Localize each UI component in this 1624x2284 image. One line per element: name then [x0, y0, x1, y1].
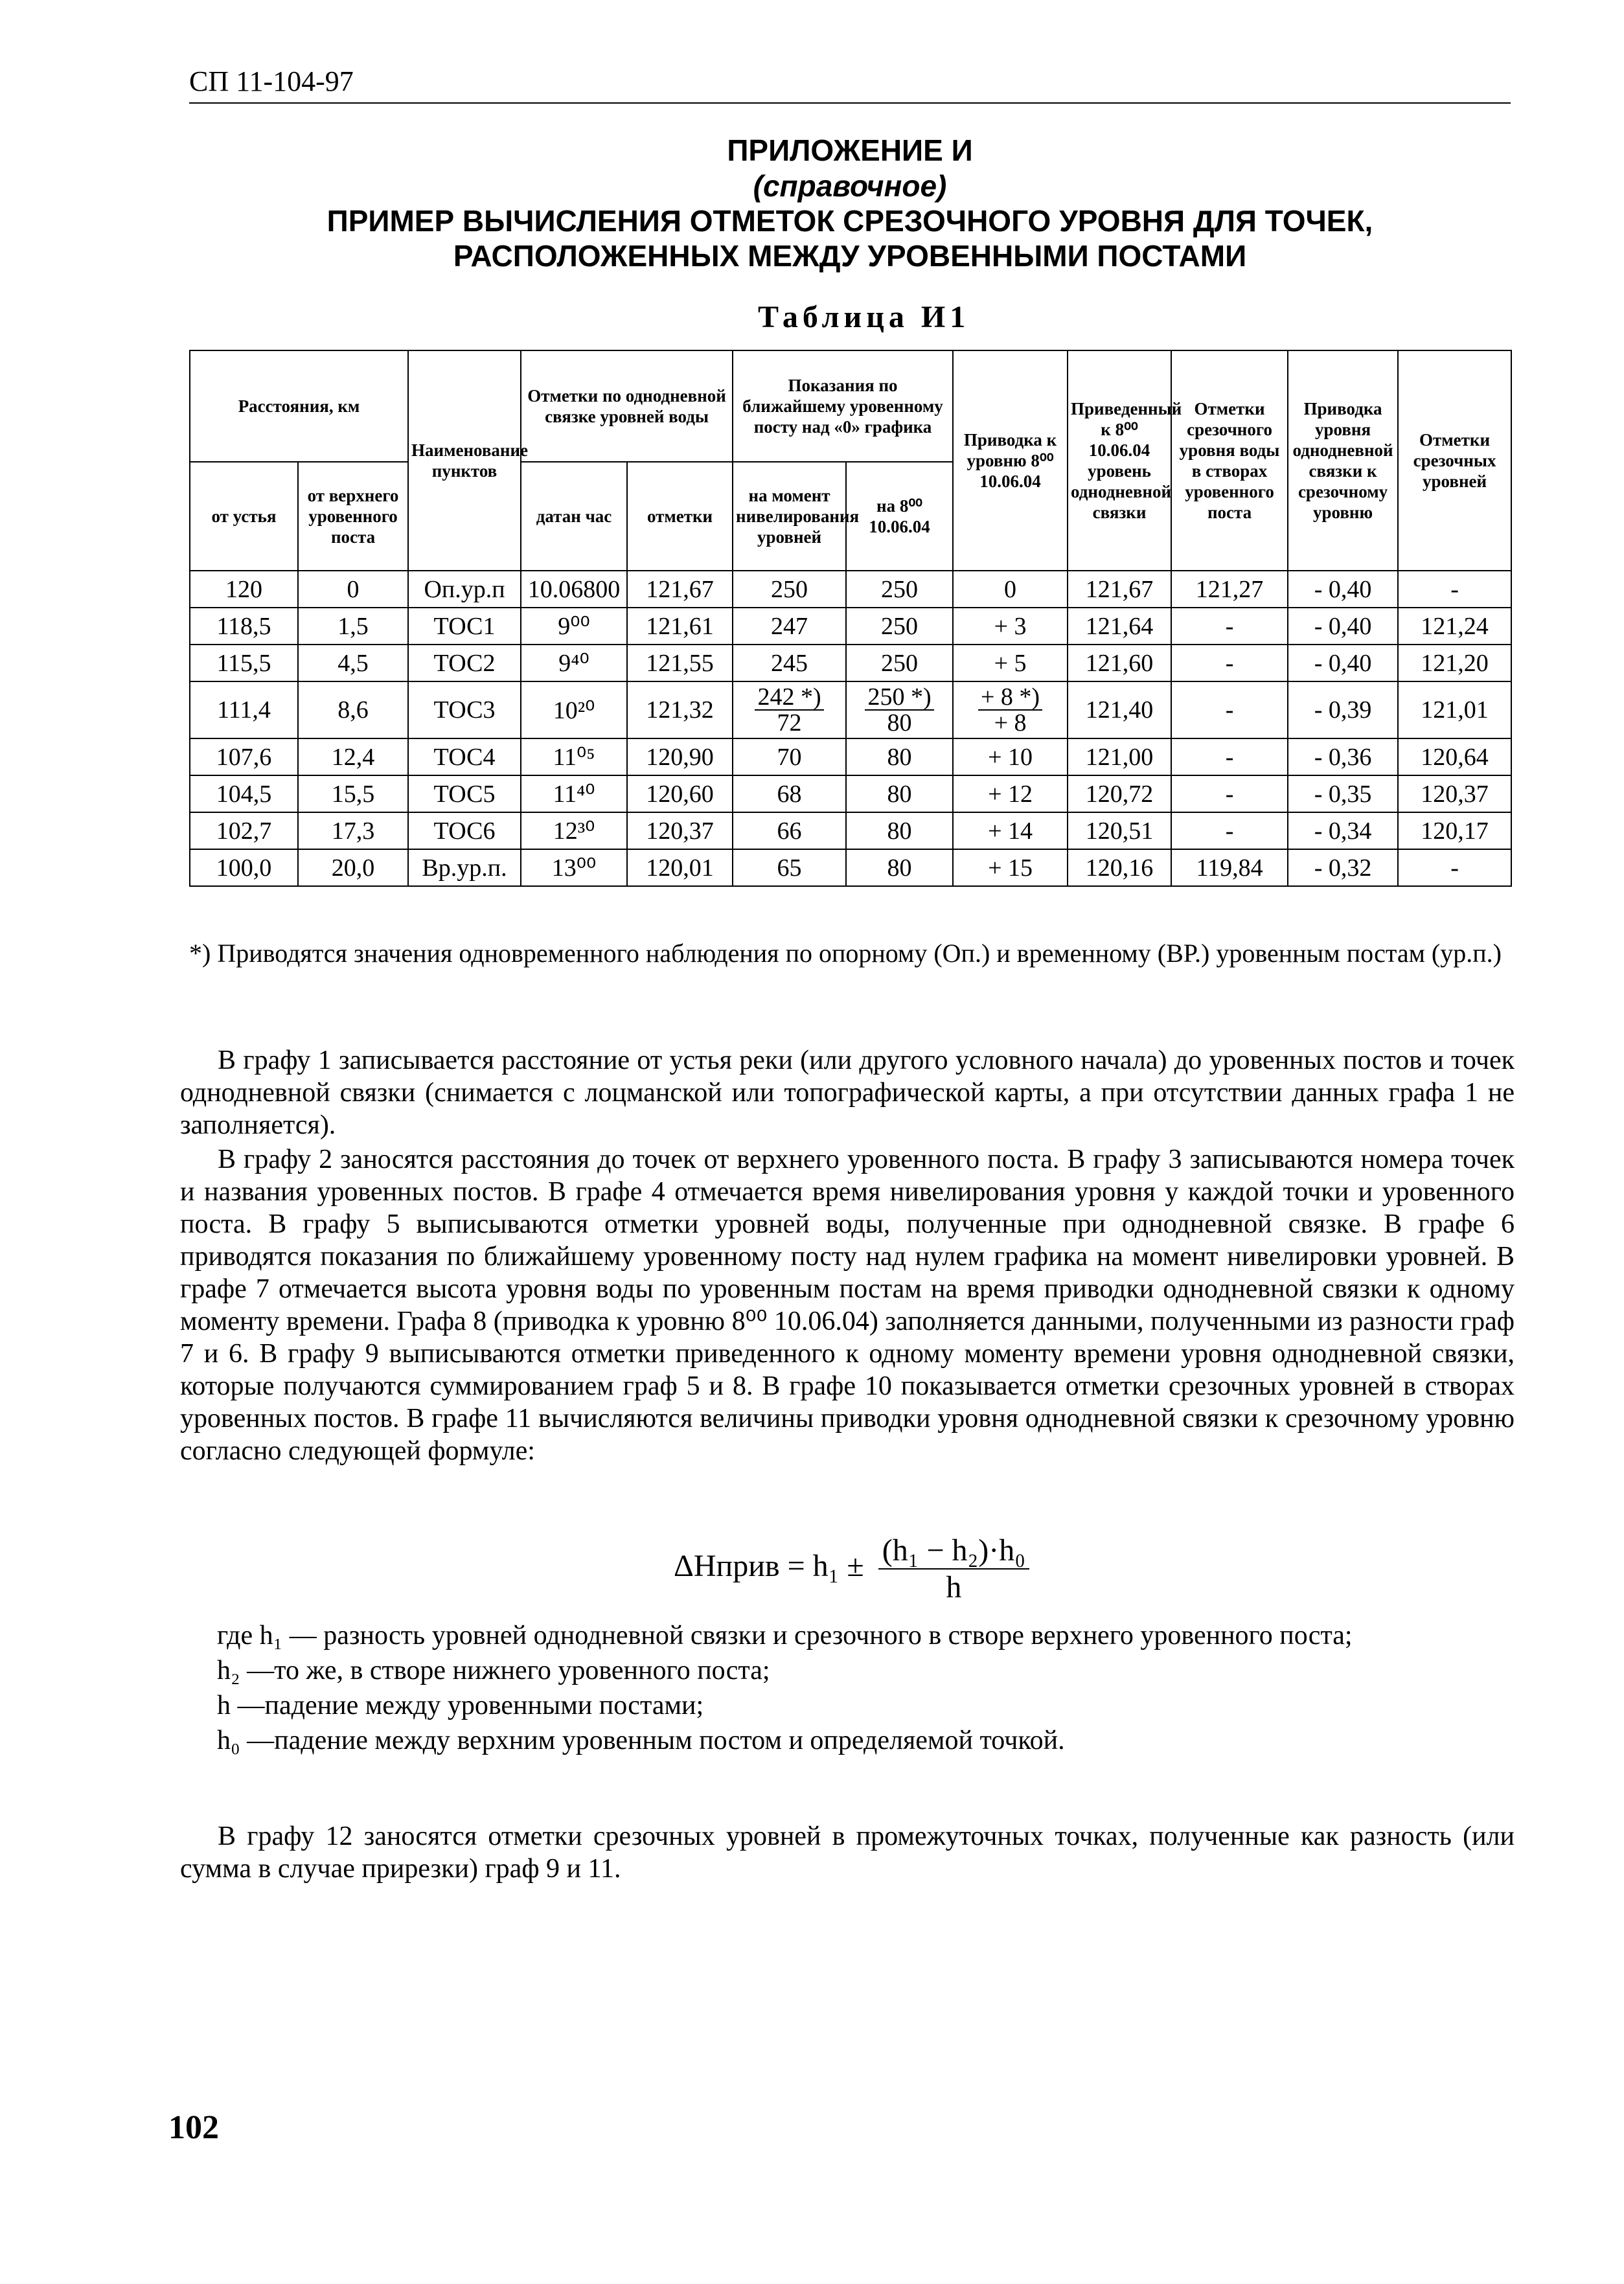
fraction-top: 242 *) [755, 685, 823, 711]
cell-cutoff-mark: 121,27 [1171, 571, 1288, 608]
cell-point-name: Оп.ур.п [408, 571, 521, 608]
cell-reduced-level: 121,40 [1068, 681, 1171, 738]
cell-date-hour: 11⁴⁰ [521, 775, 627, 812]
cell-reduction: + 12 [953, 775, 1068, 812]
cell-reduced-level: 120,72 [1068, 775, 1171, 812]
main-title-line1: ПРИМЕР ВЫЧИСЛЕНИЯ ОТМЕТОК СРЕЗОЧНОГО УРОВНЯ ДЛЯ ТОЧЕК, [326, 204, 1373, 238]
cell-reduction-cutoff: - 0,32 [1288, 849, 1398, 886]
cell-cutoff-level: 120,37 [1398, 775, 1511, 812]
cell-from-upper-post: 17,3 [298, 812, 408, 849]
paragraph-2: В графу 2 заносятся расстояния до точек от верхнего уровенного поста. В графу 3 записываются номера точек и названия уровенных постов. В графе 4 отмечается время нивелирования уровня у каждой точки и уровенного поста. В графу 5 выписываются отметки уровней воды, полученные при однодневной связке. В графе 6 приводятся показания по ближайшему уровенному посту над нулем графика на момент нивелировки уровней. В графе 7 отмечается высота уровня воды по уровенным постам на время приводки однодневной связки к одному моменту времени. Графа 8 (приводка к уровню 8⁰⁰ 10.06.04) заполняется данными, полученными из разности граф 7 и 6. В графу 9 выписываются отметки приведенного к одному моменту времени уровня однодневной связки, которые получаются суммированием граф 5 и 8. В графе 10 показывается отметки срезочных уровней в створах уровенных постов. В графе 11 вычисляются величины приводки уровня однодневной связки к срезочному уровню согласно следующей формуле: [180, 1145, 1515, 1466]
cell-from-upper-post: 8,6 [298, 681, 408, 738]
definition-h0: h₀ —падение между верхним уровенным постом и определяемой точкой. [217, 1726, 1065, 1755]
cell-mark: 121,55 [627, 645, 733, 681]
fraction-bottom: + 8 [994, 709, 1027, 737]
cell-date-hour: 12³⁰ [521, 812, 627, 849]
cell-point-name: ТОС4 [408, 738, 521, 775]
cell-reduction-cutoff: - 0,35 [1288, 775, 1398, 812]
cell-reduced-level: 120,51 [1068, 812, 1171, 849]
cell-reduction: + 3 [953, 608, 1068, 645]
cell-reduction-cutoff: - 0,34 [1288, 812, 1398, 849]
cell-cutoff-level: - [1398, 849, 1511, 886]
page-number: 102 [168, 2109, 219, 2146]
cell-from-mouth: 102,7 [190, 812, 298, 849]
table-row [190, 608, 1511, 645]
cell-reading-leveling: 247 [733, 608, 846, 645]
cell-from-mouth: 111,4 [190, 681, 298, 738]
cell-reading-leveling: 65 [733, 849, 846, 886]
cell-point-name: ТОС3 [408, 681, 521, 738]
cell-reading-8: 80 [846, 738, 953, 775]
table-row [190, 645, 1511, 681]
header-from-mouth: от устья [190, 462, 298, 571]
cell-reduction: + 14 [953, 812, 1068, 849]
cell-mark: 120,60 [627, 775, 733, 812]
cell-reading-leveling: 245 [733, 645, 846, 681]
header-at-leveling: на момент нивелирования уровней [733, 462, 846, 571]
cell-reduction: + 15 [953, 849, 1068, 886]
definition-h2: h₂ —то же, в створе нижнего уровенного поста; [217, 1656, 770, 1685]
cell-reading-8 [846, 681, 953, 738]
cell-reduction-cutoff: - 0,40 [1288, 571, 1398, 608]
header-at-8: на 8⁰⁰ 10.06.04 [846, 462, 953, 571]
cell-mark: 121,32 [627, 681, 733, 738]
cell-date-hour: 10²⁰ [521, 681, 627, 738]
header-readings-group: Показания по ближайшему уровенному посту над «0» графика [733, 350, 953, 462]
cell-reduced-level: 121,67 [1068, 571, 1171, 608]
cell-mark: 120,90 [627, 738, 733, 775]
cell-point-name: ТОС1 [408, 608, 521, 645]
table-caption: Таблица И1 [758, 300, 970, 334]
cell-reduction: 0 [953, 571, 1068, 608]
paragraph-1: В графу 1 записывается расстояние от устья реки (или другого условного начала) до уровенных постов и точек однодневной связки (снимается с лоцманской или топографической карты, а при отсутствии данных графа 1 не заполняется). [180, 1045, 1515, 1140]
cell-from-upper-post: 20,0 [298, 849, 408, 886]
cell-reduction-cutoff: - 0,40 [1288, 608, 1398, 645]
cell-reading-leveling: 70 [733, 738, 846, 775]
cell-cutoff-level: 121,20 [1398, 645, 1511, 681]
cell-date-hour: 13⁰⁰ [521, 849, 627, 886]
header-marks-group: Отметки по однодневной связке уровней воды [521, 350, 733, 462]
cell-point-name: ТОС5 [408, 775, 521, 812]
table-footnote: *) Приводятся значения одновременного наблюдения по опорному (Оп.) и временному (ВР.) уровенным постам (ур.п.) [189, 939, 1502, 968]
cell-cutoff-mark: - [1171, 812, 1288, 849]
formula-denominator: h [946, 1570, 962, 1605]
cell-reading-8: 80 [846, 849, 953, 886]
cell-reading-8: 250 [846, 571, 953, 608]
cell-from-upper-post: 1,5 [298, 608, 408, 645]
cell-cutoff-mark: - [1171, 681, 1288, 738]
cell-reading-8: 250 [846, 608, 953, 645]
cell-reduction-cutoff: - 0,36 [1288, 738, 1398, 775]
data-table [189, 350, 1512, 887]
cell-from-upper-post: 0 [298, 571, 408, 608]
cell-mark: 120,37 [627, 812, 733, 849]
cell-cutoff-level: - [1398, 571, 1511, 608]
formula-lhs: ΔHприв = h₁ ± [674, 1549, 864, 1584]
cell-cutoff-level: 121,01 [1398, 681, 1511, 738]
cell-from-mouth: 104,5 [190, 775, 298, 812]
cell-point-name: ТОС2 [408, 645, 521, 681]
cell-reduction-cutoff: - 0,40 [1288, 645, 1398, 681]
cell-reduction: + 10 [953, 738, 1068, 775]
cell-date-hour: 9⁴⁰ [521, 645, 627, 681]
cell-from-mouth: 118,5 [190, 608, 298, 645]
cell-from-mouth: 107,6 [190, 738, 298, 775]
header-from-upper-post: от верхнего уровенного поста [298, 462, 408, 571]
header-marks: отметки [627, 462, 733, 571]
cell-cutoff-mark: - [1171, 645, 1288, 681]
cell-date-hour: 9⁰⁰ [521, 608, 627, 645]
cell-point-name: Вр.ур.п. [408, 849, 521, 886]
definition-h1: где h₁ — разность уровней однодневной связки и срезочного в створе верхнего уровенного поста; [217, 1621, 1353, 1650]
cell-mark: 121,67 [627, 571, 733, 608]
cell-from-upper-post: 15,5 [298, 775, 408, 812]
definition-h: h —падение между уровенными постами; [217, 1691, 704, 1720]
table-row [190, 849, 1511, 886]
cell-from-mouth: 120 [190, 571, 298, 608]
appendix-kind: (справочное) [753, 169, 947, 203]
cell-mark: 120,01 [627, 849, 733, 886]
cell-from-mouth: 100,0 [190, 849, 298, 886]
document-code: СП 11-104-97 [189, 65, 354, 97]
header-cutoff-levels: Отметки срезочных уровней [1398, 350, 1511, 571]
cell-reduced-level: 121,00 [1068, 738, 1171, 775]
table-row [190, 812, 1511, 849]
formula-fraction [878, 1533, 1029, 1605]
fraction-bottom: 72 [777, 709, 802, 737]
fraction-top: + 8 *) [978, 685, 1042, 711]
cell-date-hour: 10.06800 [521, 571, 627, 608]
cell-cutoff-mark: 119,84 [1171, 849, 1288, 886]
table-row [190, 738, 1511, 775]
formula-numerator: (h₁ − h₂)·h₀ [878, 1533, 1029, 1570]
cell-mark: 121,61 [627, 608, 733, 645]
cell-reduction: + 5 [953, 645, 1068, 681]
table-row [190, 571, 1511, 608]
cell-cutoff-mark: - [1171, 608, 1288, 645]
header-reduced-level: Приведенный к 8⁰⁰ 10.06.04 уровень однодневной связки [1068, 350, 1171, 571]
cell-from-upper-post: 4,5 [298, 645, 408, 681]
cell-cutoff-level: 120,17 [1398, 812, 1511, 849]
definitions-list [217, 1619, 1513, 1759]
header-reduction-cutoff: Приводка уровня однодневной связки к срезочному уровню [1288, 350, 1398, 571]
fraction-bottom: 80 [887, 709, 912, 737]
table-row [190, 775, 1511, 812]
cell-reading-leveling: 68 [733, 775, 846, 812]
cell-reduced-level: 121,60 [1068, 645, 1171, 681]
cell-cutoff-mark: - [1171, 738, 1288, 775]
cell-reading-leveling [733, 681, 846, 738]
header-reduction: Приводка к уровню 8⁰⁰ 10.06.04 [953, 350, 1068, 571]
cell-reading-8: 80 [846, 812, 953, 849]
header-point-name: Наименование пунктов [408, 350, 521, 571]
cell-cutoff-mark: - [1171, 775, 1288, 812]
header-distances: Расстояния, км [190, 350, 408, 462]
cell-reduced-level: 120,16 [1068, 849, 1171, 886]
cell-from-upper-post: 12,4 [298, 738, 408, 775]
cell-from-mouth: 115,5 [190, 645, 298, 681]
cell-point-name: ТОС6 [408, 812, 521, 849]
cell-cutoff-level: 120,64 [1398, 738, 1511, 775]
cell-reduction [953, 681, 1068, 738]
table-row [190, 681, 1511, 738]
header-cutoff-marks: Отметки срезочного уровня воды в створах уровенного поста [1171, 350, 1288, 571]
formula [674, 1533, 1029, 1605]
appendix-title: ПРИЛОЖЕНИЕ И [727, 133, 973, 167]
cell-reduced-level: 121,64 [1068, 608, 1171, 645]
cell-reading-8: 250 [846, 645, 953, 681]
header-date-hour: датан час [521, 462, 627, 571]
cell-reduction-cutoff: - 0,39 [1288, 681, 1398, 738]
cell-date-hour: 11⁰⁵ [521, 738, 627, 775]
cell-reading-leveling: 250 [733, 571, 846, 608]
cell-cutoff-level: 121,24 [1398, 608, 1511, 645]
header-rule [189, 102, 1511, 104]
paragraph-3: В графу 12 заносятся отметки срезочных уровней в промежуточных точках, полученные как разность (или сумма в случае прирезки) граф 9 и 11. [180, 1821, 1515, 1884]
cell-reading-leveling: 66 [733, 812, 846, 849]
main-title-line2: РАСПОЛОЖЕННЫХ МЕЖДУ УРОВЕННЫМИ ПОСТАМИ [453, 239, 1247, 273]
cell-reading-8: 80 [846, 775, 953, 812]
fraction-top: 250 *) [865, 685, 933, 711]
